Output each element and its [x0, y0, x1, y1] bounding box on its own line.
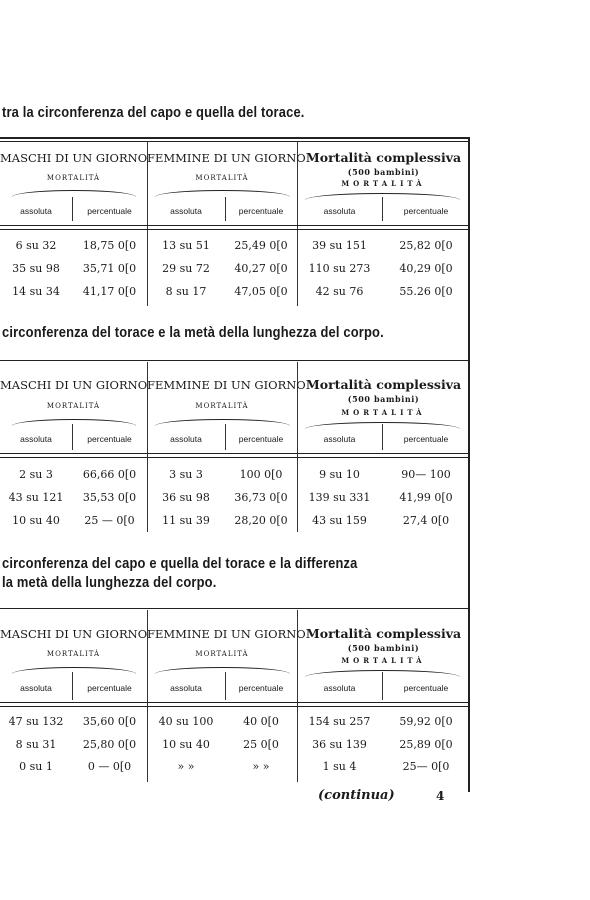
rule	[0, 608, 470, 609]
colhead-assoluta: assoluta	[323, 434, 356, 444]
table-cell: 39 su 151	[312, 239, 367, 252]
colhead-assoluta: assoluta	[170, 434, 202, 444]
table-cell: 41,17 0[0	[82, 285, 137, 298]
brace	[12, 667, 136, 674]
table-cell: 110 su 273	[308, 262, 371, 275]
table-cell: 40 su 100	[158, 715, 214, 728]
table-cell: 13 su 51	[162, 239, 210, 252]
section-heading-1: tra la circonferenza del capo e quella del torace.	[2, 104, 305, 121]
table-cell: 9 su 10	[319, 468, 360, 481]
table-cell: 40,27 0[0	[234, 262, 288, 275]
rule	[0, 137, 470, 139]
table-cell: 47 su 132	[8, 715, 64, 728]
header-mortalita: MORTALITÀ	[341, 179, 426, 188]
table-cell: 35,71 0[0	[82, 262, 137, 275]
table-right-border	[468, 137, 470, 792]
rule	[0, 706, 470, 707]
table-cell: 18,75 0[0	[82, 239, 137, 252]
header-mortalita: MORTALITÀ	[341, 408, 426, 417]
header-complessiva: Mortalità complessiva	[305, 150, 462, 165]
colhead-percentuale: percentuale	[87, 683, 132, 693]
table-cell: 41,99 0[0	[399, 491, 453, 504]
table-cell: 25,89 0[0	[399, 738, 453, 751]
colhead-percentuale: percentuale	[238, 206, 284, 216]
rule	[0, 225, 470, 226]
table-cell: 2 su 3	[19, 468, 53, 481]
colhead-assoluta: assoluta	[170, 206, 202, 216]
rule	[0, 702, 470, 703]
brace	[155, 419, 290, 426]
header-maschi: MASCHI DI UN GIORNO	[0, 151, 148, 165]
header-bambini: (500 bambini)	[347, 394, 420, 404]
table-cell: 36,73 0[0	[234, 491, 288, 504]
table-cell: 1 su 4	[322, 760, 357, 773]
rule	[0, 229, 470, 230]
table-cell: 25,80 0[0	[82, 738, 137, 751]
header-mortalita: MORTALITÀ	[195, 402, 249, 410]
table-cell: 55.26 0[0	[399, 285, 453, 298]
colhead-assoluta: assoluta	[323, 683, 356, 693]
table-cell: 139 su 331	[308, 491, 371, 504]
colhead-percentuale: percentuale	[238, 434, 284, 444]
colhead-percentuale: percentuale	[238, 683, 284, 693]
table-cell: » »	[177, 760, 195, 773]
table-cell: 35,60 0[0	[82, 715, 137, 728]
brace	[155, 190, 290, 197]
table-cell: 100 0[0	[239, 468, 283, 481]
table-cell: 36 su 139	[312, 738, 367, 751]
column-divider	[297, 141, 298, 306]
table-cell: 66,66 0[0	[82, 468, 137, 481]
rule	[0, 453, 470, 454]
table-cell: 6 su 32	[15, 239, 57, 252]
table-cell: 43 su 159	[312, 514, 367, 527]
table-cell: 59,92 0[0	[399, 715, 453, 728]
header-maschi: MASCHI DI UN GIORNO	[0, 627, 148, 641]
colhead-percentuale: percentuale	[87, 206, 132, 216]
table-cell: 0 — 0[0	[87, 760, 132, 773]
table-cell: 3 su 3	[169, 468, 203, 481]
table-cell: 29 su 72	[162, 262, 210, 275]
header-mortalita: MORTALITÀ	[46, 650, 101, 658]
header-femmine: FEMMINE DI UN GIORNO	[147, 627, 306, 641]
header-femmine: FEMMINE DI UN GIORNO	[147, 151, 306, 165]
colhead-percentuale: percentuale	[403, 434, 449, 444]
table-2	[0, 362, 470, 542]
table-cell: 42 su 76	[315, 285, 364, 298]
table-cell: 25,49 0[0	[234, 239, 288, 252]
table-cell: 35,53 0[0	[82, 491, 137, 504]
header-mortalita: MORTALITÀ	[46, 402, 101, 410]
section-heading-3b: la metà della lunghezza del corpo.	[2, 574, 217, 591]
header-complessiva: Mortalità complessiva	[305, 377, 462, 392]
table-cell: 43 su 121	[8, 491, 64, 504]
table-1	[0, 141, 470, 315]
colhead-assoluta: assoluta	[20, 683, 52, 693]
rule	[0, 360, 470, 361]
page-number: 4	[436, 789, 445, 803]
rule	[0, 457, 470, 458]
table-cell: 90— 100	[401, 468, 451, 481]
colhead-assoluta: assoluta	[323, 206, 356, 216]
table-cell: 8 su 31	[15, 738, 57, 751]
table-cell: 36 su 98	[162, 491, 210, 504]
header-maschi: MASCHI DI UN GIORNO	[0, 378, 148, 392]
colhead-percentuale: percentuale	[403, 206, 449, 216]
table-cell: 25 — 0[0	[84, 514, 135, 527]
table-cell: 28,20 0[0	[234, 514, 288, 527]
table-cell: 35 su 98	[12, 262, 60, 275]
brace	[155, 667, 290, 674]
brace	[12, 419, 136, 426]
table-cell: 154 su 257	[308, 715, 371, 728]
table-cell: 10 su 40	[12, 514, 60, 527]
header-bambini: (500 bambini)	[347, 167, 420, 177]
table-cell: 10 su 40	[162, 738, 210, 751]
table-cell: 0 su 1	[19, 760, 53, 773]
section-heading-2: circonferenza del torace e la metà della lunghezza del corpo.	[2, 324, 384, 341]
header-mortalita: MORTALITÀ	[195, 650, 249, 658]
section-heading-3: circonferenza del capo e quella del torace e la differenza	[2, 555, 358, 572]
table-cell: 40,29 0[0	[399, 262, 453, 275]
table-cell: 14 su 34	[12, 285, 60, 298]
brace	[12, 190, 136, 197]
colhead-assoluta: assoluta	[20, 206, 52, 216]
table-cell: » »	[252, 760, 270, 773]
table-cell: 25— 0[0	[402, 760, 450, 773]
column-divider	[147, 141, 148, 306]
table-cell: 8 su 17	[165, 285, 207, 298]
table-cell: 25,82 0[0	[399, 239, 453, 252]
continua-note: (continua)	[318, 788, 395, 803]
table-cell: 47,05 0[0	[234, 285, 288, 298]
colhead-percentuale: percentuale	[87, 434, 132, 444]
header-mortalita: MORTALITÀ	[46, 174, 101, 182]
header-complessiva: Mortalità complessiva	[305, 626, 462, 641]
colhead-assoluta: assoluta	[170, 683, 202, 693]
header-mortalita: MORTALITÀ	[195, 174, 249, 182]
table-3	[0, 610, 470, 790]
table-cell: 11 su 39	[162, 514, 210, 527]
table-cell: 27,4 0[0	[402, 514, 450, 527]
header-bambini: (500 bambini)	[347, 643, 420, 653]
header-femmine: FEMMINE DI UN GIORNO	[147, 378, 306, 392]
colhead-percentuale: percentuale	[403, 683, 449, 693]
header-mortalita: MORTALITÀ	[341, 656, 426, 665]
table-cell: 40 0[0	[243, 715, 279, 728]
colhead-assoluta: assoluta	[20, 434, 52, 444]
table-cell: 25 0[0	[243, 738, 279, 751]
